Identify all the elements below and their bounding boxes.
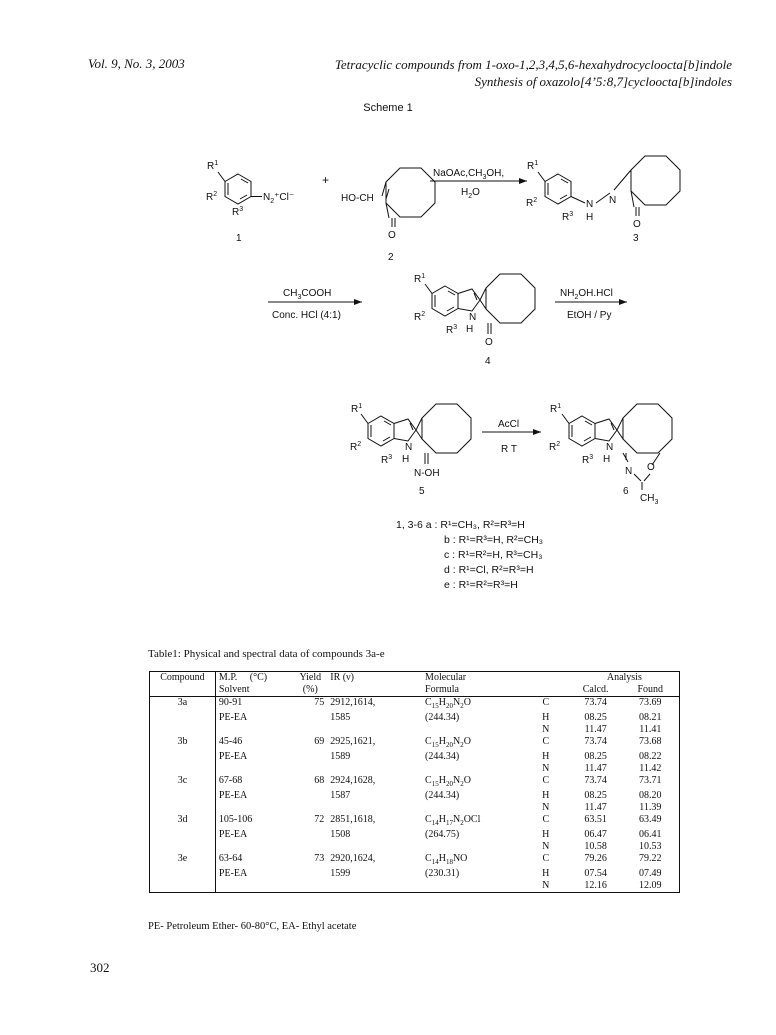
- table-header-row-1: [150, 672, 680, 685]
- cell-yield: 75: [314, 697, 325, 708]
- cell-found: 11.39: [622, 802, 680, 814]
- header-mp: M.P. (°C): [215, 672, 293, 685]
- cell-found: 73.71: [622, 775, 680, 790]
- table-footnote: PE- Petroleum Ether- 60-80°C, EA- Ethyl acetate: [148, 921, 357, 932]
- hoch-label: HO-CH: [341, 193, 374, 204]
- cell-mp: 105-106: [218, 814, 253, 825]
- legend-item-a: 1, 3-6 a : R¹=CH₃, R²=R³=H: [396, 519, 525, 531]
- reagent-step1-bottom: $H_2O$: [461, 187, 480, 200]
- cell-solvent: PE-EA: [218, 751, 248, 762]
- cell-solvent: PE-EA: [218, 829, 248, 840]
- cell-element: H: [542, 790, 550, 801]
- r1-label-c4: $R^1$: [414, 273, 426, 285]
- cell-element: H: [542, 868, 550, 879]
- cell-mw: (244.34): [425, 790, 460, 801]
- table-row: [150, 829, 680, 841]
- cell-found: 08.21: [622, 712, 680, 724]
- data-table: [149, 671, 680, 893]
- cell-compound: 3d: [150, 814, 216, 829]
- cell-ir: 2920,1624,: [330, 853, 376, 864]
- cell-element: H: [542, 712, 550, 723]
- plus-sign: +: [322, 173, 330, 187]
- compound-1-structure: [218, 172, 262, 204]
- cell-element: C: [542, 697, 550, 708]
- header-ir: IR (ν): [327, 672, 422, 685]
- cell-yield: 68: [314, 775, 325, 786]
- cell-formula: $C_{15}H_{20}N_2O$: [425, 775, 471, 788]
- cell-calcd: 73.74: [584, 775, 607, 786]
- r2-label-c6: $R^2$: [549, 441, 561, 453]
- cell-found: 08.22: [622, 751, 680, 763]
- cell-formula: $C_{14}H_{18}NO$: [425, 853, 468, 866]
- table-row: [150, 853, 680, 868]
- table-row: [150, 736, 680, 751]
- cell-ir-2: 1508: [330, 829, 351, 840]
- legend-item-c: c : R¹=R²=H, R³=CH₃: [444, 549, 543, 561]
- header-yield-unit: (%): [293, 684, 327, 697]
- r2-label-c1: $R^2$: [206, 191, 218, 203]
- cell-mp: 90-91: [218, 697, 243, 708]
- table-row: [150, 880, 680, 893]
- hydrazone-n2: N: [609, 195, 617, 206]
- cell-formula: $C_{14}H_{17}N_2OCl$: [425, 814, 481, 827]
- table-body: [150, 697, 680, 893]
- oxygen-label-c2: O: [388, 230, 396, 241]
- cell-calcd: 08.25: [584, 712, 607, 723]
- oxygen-label-c3: O: [633, 219, 641, 230]
- substituent-legend: [396, 518, 543, 593]
- cell-compound: 3c: [150, 775, 216, 790]
- hydrazone-n1: N: [586, 199, 594, 210]
- cell-mp: 67-68: [218, 775, 243, 786]
- indole-n-c4: N: [469, 312, 477, 323]
- cell-compound: 3b: [150, 736, 216, 751]
- compound-6-structure: [562, 404, 672, 490]
- cell-element: N: [542, 841, 550, 852]
- header-analysis: Analysis: [570, 672, 680, 685]
- table-row: [150, 751, 680, 763]
- compound-number-5: 5: [419, 486, 425, 497]
- compound-3-structure: [538, 156, 680, 216]
- header-found: Found: [622, 684, 680, 697]
- cell-calcd: 11.47: [584, 724, 607, 735]
- table-row: [150, 697, 680, 713]
- cell-element: N: [542, 763, 550, 774]
- compound-4-structure: [425, 274, 535, 334]
- cell-formula: $C_{15}H_{20}N_2O$: [425, 697, 471, 710]
- cell-formula: $C_{15}H_{20}N_2O$: [425, 736, 471, 749]
- cell-calcd: 63.51: [584, 814, 607, 825]
- reagent-step2-bottom: Conc. HCl (4:1): [272, 310, 341, 321]
- oxazole-o-label: O: [647, 462, 655, 473]
- cell-mp: 63-64: [218, 853, 243, 864]
- table-row: [150, 841, 680, 853]
- cell-ir: 2924,1628,: [330, 775, 376, 786]
- table-caption: Table1: Physical and spectral data of compounds 3a-e: [148, 648, 385, 660]
- cell-element: N: [542, 802, 550, 813]
- cell-element: H: [542, 829, 550, 840]
- table-row: [150, 712, 680, 724]
- cell-found: 73.68: [622, 736, 680, 751]
- cell-calcd: 08.25: [584, 751, 607, 762]
- cell-calcd: 12.16: [570, 880, 622, 893]
- cell-solvent: PE-EA: [218, 712, 248, 723]
- table-row: [150, 724, 680, 736]
- cell-found: 73.69: [622, 697, 680, 713]
- cell-mp: 45-46: [218, 736, 243, 747]
- header-compound: Compound: [150, 672, 216, 685]
- r1-label-c6: $R^1$: [550, 403, 562, 415]
- cell-mw: (230.31): [425, 868, 460, 879]
- header-calcd: Calcd.: [570, 684, 622, 697]
- oxygen-label-c4: O: [485, 337, 493, 348]
- table-row: [150, 790, 680, 802]
- cell-element: N: [522, 880, 570, 893]
- reagent-step3-bottom: EtOH / Py: [567, 310, 612, 321]
- cell-element: C: [542, 814, 550, 825]
- page-number: 302: [90, 960, 110, 975]
- cell-element: C: [542, 736, 550, 747]
- cell-calcd: 07.54: [584, 868, 607, 879]
- r2-label-c3: $R^2$: [526, 197, 538, 209]
- indole-n-c5: N: [405, 442, 413, 453]
- cell-calcd: 08.25: [584, 790, 607, 801]
- indole-n-c6: N: [606, 442, 614, 453]
- reagent-step3-top: $NH_2OH.HCl$: [560, 288, 613, 301]
- legend-item-b: b : R¹=R³=H, R²=CH₃: [444, 534, 544, 546]
- header-formula-2: Formula: [422, 684, 522, 697]
- r1-label-c5: $R^1$: [351, 403, 363, 415]
- diazonium-label: $N_2^+Cl^-$: [263, 192, 295, 205]
- r2-label-c5: $R^2$: [350, 441, 362, 453]
- cell-found: 07.49: [622, 868, 680, 880]
- methyl-label: $CH_3$: [640, 493, 659, 506]
- r3-label-c3: $R^3$: [562, 211, 574, 223]
- cell-ir: 2851,1618,: [330, 814, 376, 825]
- reagent-step2-top: $CH_3COOH$: [283, 288, 332, 301]
- cell-element: N: [542, 724, 550, 735]
- running-header-title: Tetracyclic compounds from 1-oxo-1,2,3,4,5,6-hexahydrocycloocta[b]indole: [334, 57, 732, 72]
- cell-found: 12.09: [622, 880, 680, 893]
- table-row: [150, 802, 680, 814]
- table-header-row-2: [150, 684, 680, 697]
- cell-calcd: 73.74: [584, 697, 607, 708]
- oxime-label: N-OH: [414, 468, 440, 479]
- cell-ir: 2912,1614,: [330, 697, 376, 708]
- header-yield: Yield: [293, 672, 327, 685]
- compound-number-2: 2: [388, 252, 394, 263]
- running-header-left: Vol. 9, No. 3, 2003: [88, 56, 185, 71]
- compound-number-4: 4: [485, 356, 491, 367]
- indole-h-c4: H: [466, 324, 474, 335]
- cell-found: 11.42: [622, 763, 680, 775]
- cell-found: 08.20: [622, 790, 680, 802]
- cell-calcd: 73.74: [584, 736, 607, 747]
- cell-solvent: PE-EA: [218, 790, 248, 801]
- r3-label-c1: $R^3$: [232, 206, 244, 218]
- cell-found: 06.41: [622, 829, 680, 841]
- table-row: [150, 763, 680, 775]
- legend-item-d: d : R¹=Cl, R²=R³=H: [444, 564, 534, 576]
- table-row: [150, 868, 680, 880]
- cell-found: 11.41: [622, 724, 680, 736]
- cell-yield: 72: [314, 814, 325, 825]
- r1-label-c1: $R^1$: [207, 160, 219, 172]
- compound-number-6: 6: [623, 486, 629, 497]
- header-formula: Molecular: [422, 672, 522, 685]
- r2-label-c4: $R^2$: [414, 311, 426, 323]
- cell-yield: 73: [314, 853, 325, 864]
- cell-found: 63.49: [622, 814, 680, 829]
- r3-label-c6: $R^3$: [582, 454, 594, 466]
- cell-calcd: 06.47: [584, 829, 607, 840]
- cell-element: C: [542, 775, 550, 786]
- cell-mw: (264.75): [425, 829, 460, 840]
- indole-h-c6: H: [603, 454, 611, 465]
- cell-mw: (244.34): [425, 751, 460, 762]
- compound-number-3: 3: [633, 233, 639, 244]
- cell-ir-2: 1587: [330, 790, 351, 801]
- cell-compound: 3a: [150, 697, 216, 713]
- r3-label-c4: $R^3$: [446, 324, 458, 336]
- reagent-step4-top: AcCl: [498, 419, 520, 430]
- cell-calcd: 10.58: [584, 841, 607, 852]
- reagent-step1-top: $NaOAc,CH_3OH$,: [433, 168, 505, 181]
- cell-ir-2: 1599: [330, 868, 351, 879]
- table-row: [150, 775, 680, 790]
- legend-item-e: e : R¹=R²=R³=H: [444, 579, 518, 591]
- scheme-title: Scheme 1: [363, 102, 413, 114]
- cell-found: 10.53: [622, 841, 680, 853]
- r1-label-c3: $R^1$: [527, 160, 539, 172]
- cell-element: H: [542, 751, 550, 762]
- oxazole-n-label: N: [625, 466, 633, 477]
- cell-element: C: [542, 853, 550, 864]
- r3-label-c5: $R^3$: [381, 454, 393, 466]
- compound-2-structure: [382, 168, 435, 227]
- cell-calcd: 11.47: [584, 802, 607, 813]
- cell-yield: 69: [314, 736, 325, 747]
- running-header-subtitle: Synthesis of oxazolo[4’5:8,7]cycloocta[b]indoles: [474, 74, 732, 89]
- cell-ir-2: 1589: [330, 751, 351, 762]
- cell-ir-2: 1585: [330, 712, 351, 723]
- indole-h-c5: H: [402, 454, 410, 465]
- table-row: [150, 814, 680, 829]
- cell-calcd: 79.26: [584, 853, 607, 864]
- cell-solvent: PE-EA: [218, 868, 248, 879]
- cell-compound: 3e: [150, 853, 216, 868]
- cell-found: 79.22: [622, 853, 680, 868]
- hydrazone-h: H: [586, 212, 594, 223]
- compound-number-1: 1: [236, 233, 242, 244]
- cell-calcd: 11.47: [584, 763, 607, 774]
- cell-ir: 2925,1621,: [330, 736, 376, 747]
- header-solvent: Solvent: [215, 684, 293, 697]
- reagent-step4-bottom: R T: [501, 444, 517, 455]
- compound-5-structure: [361, 404, 471, 464]
- cell-mw: (244.34): [425, 712, 460, 723]
